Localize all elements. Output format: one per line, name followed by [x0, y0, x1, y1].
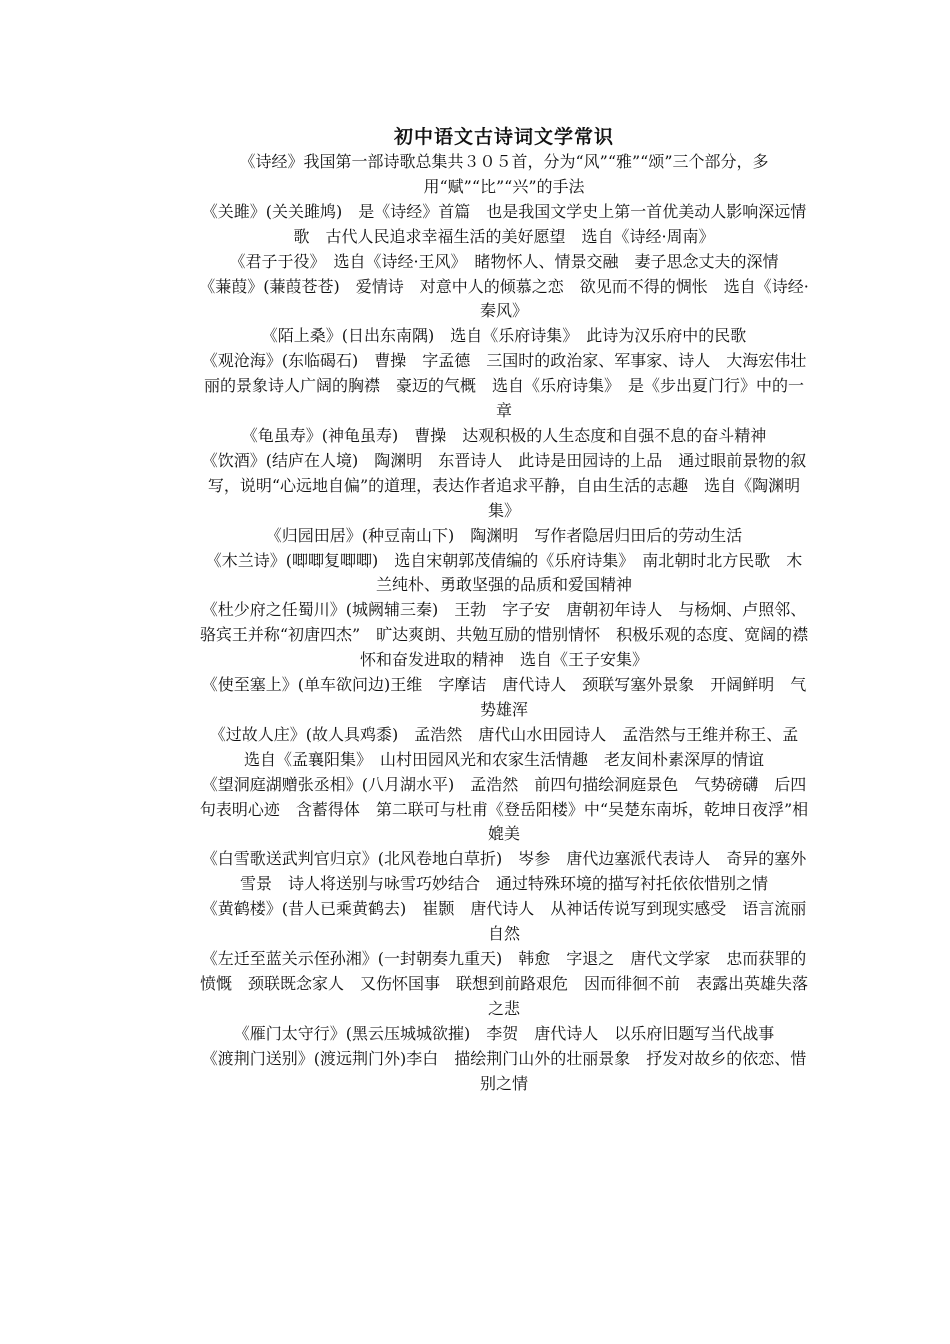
entry-mulanshi: 《木兰诗》(唧唧复唧唧) 选自宋朝郭茂倩编的《乐府诗集》 南北朝时北方民歌 木兰纯朴、勇敢坚强的品质和爱国精神 [205, 550, 803, 595]
entry-zuoqian: 《左迁至蓝关示侄孙湘》(一封朝奏九重天) 韩愈 字退之 唐代文学家 忠而获罪的愤慨 颈联既念家人 又伤怀国事 联想到前路艰危 因而徘徊不前 表露出英雄失落之悲 [199, 949, 808, 1018]
entry-shijing: 《诗经》我国第一部诗歌总集共３０５首，分为“风”“雅”“颂”三个部分，多用“赋”“比”“兴”的手法 [239, 152, 769, 196]
entry-moshangsang: 《陌上桑》(日出东南隅) 选自《乐府诗集》 此诗为汉乐府中的民歌 [261, 326, 747, 346]
entry-wangdongtinghu: 《望洞庭湖赠张丞相》(八月湖水平) 孟浩然 前四句描绘洞庭景色 气势磅礴 后四句表明心迹 含蓄得体 第二联可与杜甫《登岳阳楼》中“吴楚东南坼，乾坤日夜浮”相媲美 [199, 774, 809, 844]
entry-baixuege: 《白雪歌送武判官归京》(北风卷地白草折) 岑参 唐代边塞派代表诗人 奇异的塞外雪景 诗人将送别与咏雪巧妙结合 通过特殊环境的描写衬托依依惜别之情 [201, 849, 807, 894]
entry-junziyuyi: 《君子于役》 选自《诗经·王风》 睹物怀人、情景交融 妻子思念丈夫的深情 [229, 251, 779, 271]
document-title: 初中语文古诗词文学常识 [393, 126, 614, 148]
entry-dushaofu: 《杜少府之任蜀川》(城阙辅三秦) 王勃 字子安 唐朝初年诗人 与杨炯、卢照邻、骆宾王并称“初唐四杰” 旷达爽朗、共勉互励的惜别情怀 积极乐观的态度、宽阔的襟怀和奋发进取的精神 选自《王子安集》 [199, 600, 809, 670]
entry-shizhisaishang: 《使至塞上》(单车欲问边)王维 字摩诘 唐代诗人 颈联写塞外景象 开阔鲜明 气势雄浑 [201, 675, 807, 719]
entry-dujingmen: 《渡荆门送别》(渡远荆门外)李白 描绘荆门山外的壮丽景象 抒发对故乡的依恋、惜别之情 [201, 1048, 807, 1093]
entry-guiyuantianju: 《归园田居》(种豆南山下) 陶渊明 写作者隐居归田后的劳动生活 [265, 525, 743, 545]
entry-jianjia: 《蒹葭》(蒹葭苍苍) 爱情诗 对意中人的倾慕之恋 欲见而不得的惆怅 选自《诗经·秦风》 [199, 276, 809, 321]
entry-yanmentaishou: 《雁门太守行》(黑云压城城欲摧) 李贺 唐代诗人 以乐府旧题写当代战事 [233, 1023, 775, 1043]
entry-huanghelou: 《黄鹤楼》(昔人已乘黄鹤去) 崔颢 唐代诗人 从神话传说写到现实感受 语言流丽自然 [201, 899, 807, 944]
entry-yinjiu: 《饮酒》(结庐在人境) 陶渊明 东晋诗人 此诗是田园诗的上品 通过眼前景物的叙写，说明“心远地自偏”的道理，表达作者追求平静，自由生活的志趣 选自《陶渊明集》 [201, 450, 807, 520]
entry-guoguren: 《过故人庄》(故人具鸡黍) 孟浩然 唐代山水田园诗人 孟浩然与王维并称王、孟 选自《孟襄阳集》 山村田园风光和农家生活情趣 老友间朴素深厚的情谊 [209, 724, 815, 769]
document-body [198, 124, 815, 1096]
entry-guancanghai: 《观沧海》(东临碣石) 曹操 字孟德 三国时的政治家、军事家、诗人 大海宏伟壮丽的景象诗人广阔的胸襟 豪迈的气概 选自《乐府诗集》 是《步出夏门行》中的一章 [201, 351, 807, 421]
entry-list [198, 150, 815, 1096]
entry-guisuishou: 《龟虽寿》(神龟虽寿) 曹操 达观积极的人生态度和自强不息的奋斗精神 [241, 425, 767, 445]
entry-guanju: 《关雎》(关关雎鸠) 是《诗经》首篇 也是我国文学史上第一首优美动人影响深远情歌 古代人民追求幸福生活的美好愿望 选自《诗经·周南》 [201, 201, 807, 246]
